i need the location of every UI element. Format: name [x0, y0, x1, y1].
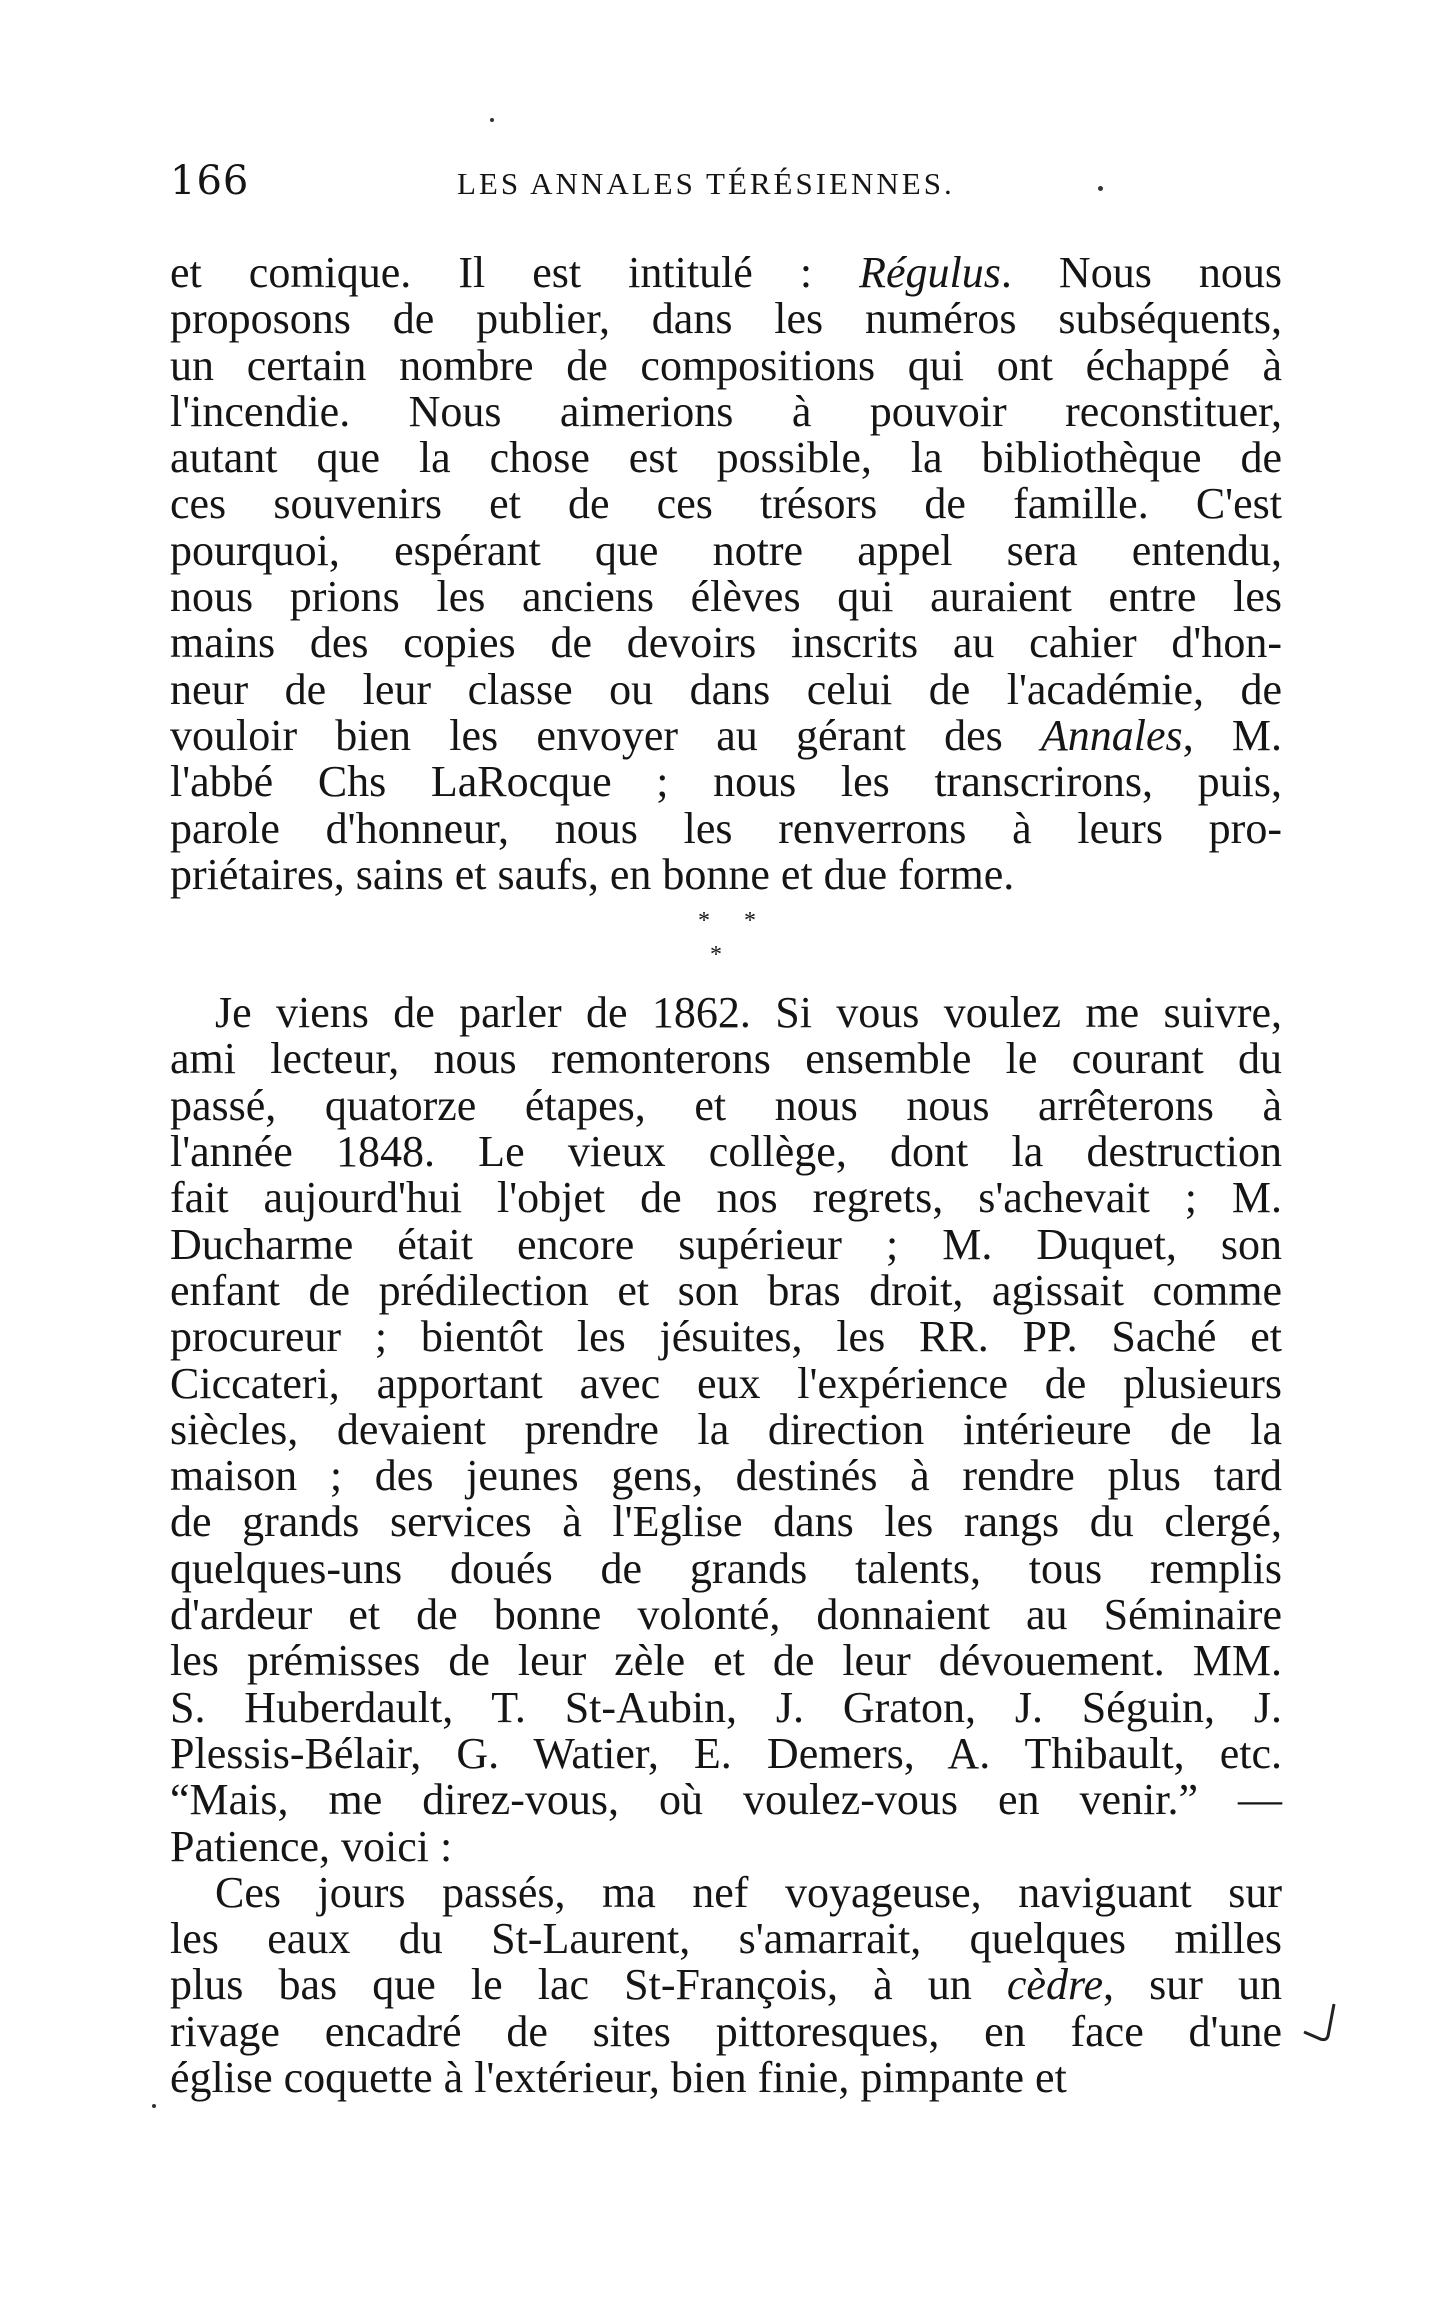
text-line [170, 1867, 1282, 1917]
text-line [170, 1916, 1282, 1962]
text-line [170, 710, 1283, 760]
text-run: passé, quatorze étapes, et nous nous arrêterons à [170, 1080, 1282, 1130]
text-line [170, 250, 1282, 296]
paragraph-3 [170, 1867, 1282, 2102]
paragraph-1 [170, 250, 1282, 898]
text-run: Je viens de parler de 1862. Si vous voulez me suivre, [215, 988, 1282, 1038]
text-line [170, 1543, 1282, 1593]
text-run: ces souvenirs et de ces trésors de famille. C'est [170, 479, 1282, 529]
text-line [170, 1404, 1282, 1454]
text-run: pourquoi, espérant que notre appel sera entendu, [170, 525, 1282, 575]
italic-text-run: Régulus [859, 248, 1001, 297]
text-line [170, 1592, 1282, 1638]
text-run: les eaux du St-Laurent, s'amarrait, quelques milles [170, 1914, 1282, 1964]
text-line [170, 340, 1282, 390]
text-run: Ces jours passés, ma nef voyageuse, naviguant sur [215, 1867, 1282, 1917]
text-run: , sur un [1102, 1960, 1282, 2010]
text-line [170, 386, 1282, 436]
text-line [170, 2052, 1282, 2102]
text-line [170, 1638, 1282, 1684]
running-title: LES ANNALES TÉRÉSIENNES. [457, 166, 955, 201]
text-run: parole d'honneur, nous les renverrons à leurs pro- [170, 803, 1282, 853]
text-run: maison ; des jeunes gens, destinés à rendre plus tard [170, 1451, 1282, 1501]
separator-asterisk-bottom: * [710, 942, 722, 969]
text-run: d'ardeur et de bonne volonté, donnaient au Séminaire [170, 1590, 1282, 1640]
text-line [170, 1962, 1282, 2008]
text-line [170, 481, 1282, 527]
text-run: S. Huberdault, T. St-Aubin, J. Graton, J. Séguin, J. [170, 1682, 1282, 1732]
text-run: Ducharme était encore supérieur ; M. Duquet, son [170, 1219, 1282, 1269]
text-run: vouloir bien les envoyer au gérant des [170, 710, 1041, 760]
ink-speck [1098, 186, 1103, 191]
text-run: . Nous nous [1000, 248, 1282, 297]
text-run: enfant de prédilection et son bras droit, agissait comme [170, 1265, 1282, 1315]
text-run: autant que la chose est possible, la bibliothèque de [170, 433, 1282, 483]
section-separator [170, 898, 1282, 990]
text-run: ami lecteur, nous remonterons ensemble le courant du [170, 1034, 1282, 1084]
text-run: quelques-uns doués de grands talents, tous remplis [170, 1543, 1282, 1593]
text-line [170, 1777, 1282, 1823]
italic-text-run: cèdre [1006, 1960, 1103, 2010]
ink-speck [152, 2104, 156, 2108]
text-run: proposons de publier, dans les numéros subséquents, [170, 294, 1282, 344]
text-run: mains des copies de devoirs inscrits au cahier d'hon- [170, 618, 1282, 668]
text-run: Ciccateri, apportant avec eux l'expérience de plusieurs [170, 1358, 1282, 1408]
text-run: de grands services à l'Eglise dans les rangs du clergé, [170, 1497, 1282, 1547]
text-run: nous prions les anciens élèves qui auraient entre les [170, 572, 1282, 622]
text-line [170, 435, 1282, 481]
text-run: priétaires, sains et saufs, en bonne et due forme. [170, 849, 1015, 899]
text-line [170, 1219, 1282, 1269]
text-line [170, 1036, 1282, 1082]
paragraph-2 [170, 990, 1282, 1870]
text-line [170, 759, 1282, 805]
text-line [170, 620, 1282, 666]
text-line [170, 574, 1282, 620]
text-run: l'abbé Chs LaRocque ; nous les transcrirons, puis, [170, 757, 1282, 807]
text-run: l'année 1848. Le vieux collège, dont la destruction [170, 1127, 1282, 1177]
text-run: l'incendie. Nous aimerions à pouvoir reconstituer, [170, 386, 1282, 436]
text-line [170, 1265, 1282, 1315]
text-run: plus bas que le lac St-François, à un [170, 1960, 1007, 2010]
text-run: siècles, devaient prendre la direction intérieure de la [170, 1404, 1282, 1454]
text-run: “Mais, me direz-vous, où voulez-vous en venir.” — [170, 1775, 1282, 1825]
page-header [170, 158, 1290, 218]
text-line [170, 803, 1282, 853]
ink-speck [490, 118, 494, 122]
text-line [170, 990, 1282, 1036]
italic-text-run: Annales [1040, 710, 1183, 760]
text-line [170, 1682, 1282, 1732]
text-run: fait aujourd'hui l'objet de nos regrets, s'achevait ; M. [170, 1173, 1282, 1223]
text-run: Plessis-Bélair, G. Watier, E. Demers, A. Thibault, etc. [170, 1728, 1282, 1778]
text-line [170, 1728, 1282, 1778]
text-run: procureur ; bientôt les jésuites, les RR. PP. Saché et [170, 1312, 1282, 1362]
text-run: neur de leur classe ou dans celui de l'académie, de [170, 664, 1282, 714]
text-run: , M. [1182, 710, 1283, 760]
body-text [170, 250, 1282, 2101]
text-line [170, 1175, 1282, 1221]
margin-pen-mark [1298, 2002, 1338, 2048]
text-run: rivage encadré de sites pittoresques, en face d'une [170, 2006, 1282, 2056]
text-line [170, 849, 1282, 899]
text-run: un certain nombre de compositions qui ont échappé à [170, 340, 1282, 390]
text-line [170, 296, 1282, 342]
text-line [170, 664, 1282, 714]
text-line [170, 2006, 1282, 2056]
text-run: Patience, voici : [170, 1821, 453, 1871]
text-run: et comique. Il est intitulé : [170, 248, 860, 297]
page-number: 166 [170, 158, 250, 204]
text-line [170, 1453, 1282, 1499]
text-run: église coquette à l'extérieur, bien finie, pimpante et [170, 2052, 1067, 2102]
text-line [170, 1080, 1282, 1130]
text-line [170, 1499, 1282, 1545]
text-line [170, 1358, 1282, 1408]
text-line [170, 1821, 1282, 1871]
text-run: les prémisses de leur zèle et de leur dévouement. MM. [170, 1636, 1282, 1686]
separator-asterisks-top: * * [698, 908, 770, 935]
text-line [170, 1314, 1282, 1360]
text-line [170, 1129, 1282, 1175]
text-line [170, 525, 1282, 575]
